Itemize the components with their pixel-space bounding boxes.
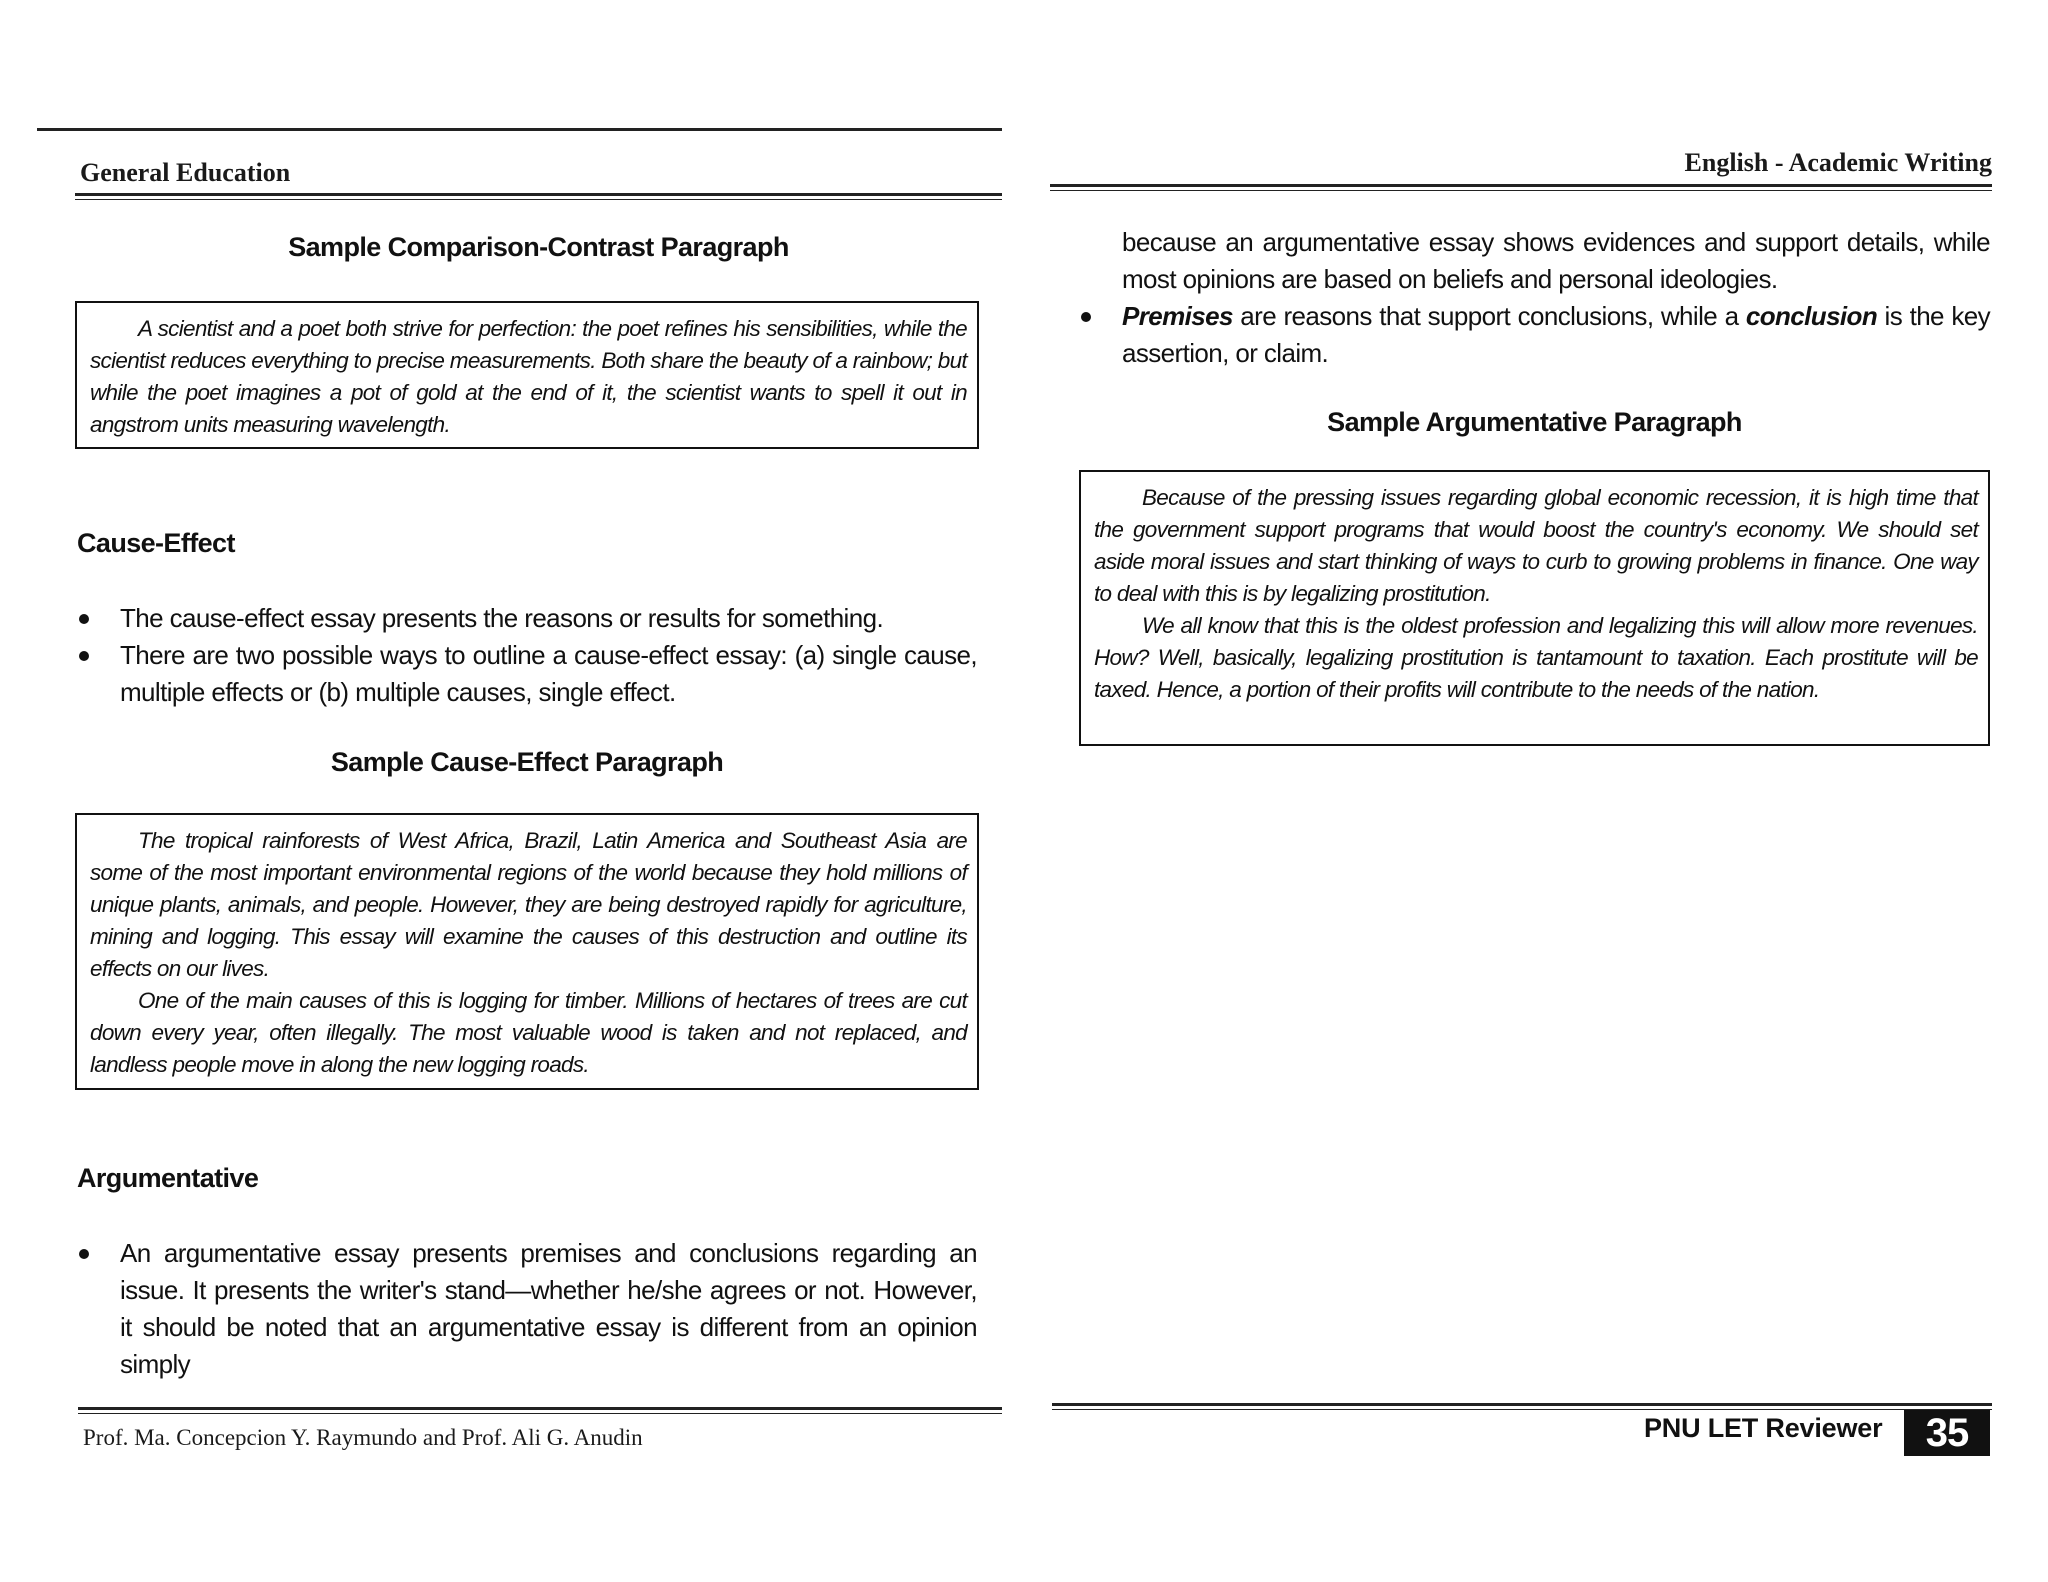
header-rule-bottom-thin bbox=[75, 199, 1002, 200]
argumentative-continuation: because an argumentative essay shows evidences and support details, while most opinions are based on beliefs and personal ideologies. bbox=[1122, 227, 1990, 294]
header-rule-thin bbox=[1050, 190, 1992, 191]
cause-effect-bullet-list bbox=[77, 600, 977, 711]
cause-effect-sample-title: Sample Cause-Effect Paragraph bbox=[330, 747, 724, 777]
comparison-sample-title: Sample Comparison-Contrast Paragraph bbox=[288, 232, 789, 262]
cause-effect-sample-box bbox=[75, 813, 979, 1090]
running-head-left: General Education bbox=[80, 158, 291, 187]
term-conclusion: conclusion bbox=[1745, 301, 1878, 331]
term-premises: Premises bbox=[1122, 301, 1233, 331]
cause-effect-title: Cause-Effect bbox=[77, 528, 235, 558]
header-rule-bottom bbox=[75, 193, 1002, 196]
running-head-right: English - Academic Writing bbox=[1684, 148, 1992, 177]
list-item bbox=[77, 637, 977, 711]
comparison-sample-paragraph: A scientist and a poet both strive for perfection: the poet refines his sensibilities, while the scientist reduces everything to precise measurements. Both share the beauty of a rainbow; but while the poet imagines a pot of gold at the end of it, the scientist wants to spell it out in angstrom units measuring wavelength. bbox=[90, 316, 967, 437]
footer-rule bbox=[78, 1407, 1002, 1410]
bullet-dot-icon bbox=[1081, 312, 1091, 322]
list-item bbox=[77, 600, 977, 637]
header-rule-top bbox=[37, 128, 1002, 131]
bullet-dot-icon bbox=[79, 614, 89, 624]
bullet-text: are reasons that support conclusions, while a bbox=[1232, 301, 1746, 331]
argumentative-sample-paragraph-1: Because of the pressing issues regarding global economic recession, it is high time that the government support programs that would boost the country's economy. We should set aside moral issues and start thinking of ways to curb to growing problems in finance. One way to deal with this is by legalizing prostitution. bbox=[1094, 485, 1978, 606]
argumentative-bullet-list bbox=[77, 1235, 977, 1383]
argumentative-sample-box bbox=[1079, 470, 1990, 746]
list-item bbox=[77, 1235, 977, 1383]
bullet-dot-icon bbox=[79, 1249, 89, 1259]
page-number: 35 bbox=[1904, 1410, 1990, 1456]
argumentative-title: Argumentative bbox=[77, 1163, 259, 1193]
bullet-text: There are two possible ways to outline a cause-effect essay: (a) single cause, multiple effects or (b) multiple causes, single effect. bbox=[120, 640, 977, 707]
comparison-sample-box bbox=[75, 301, 979, 449]
bullet-text: An argumentative essay presents premises and conclusions regarding an issue. It presents the writer's stand—whether he/she agrees or not. However, it should be noted that an argumentative essay is different from an opinion simply bbox=[120, 1238, 977, 1379]
bullet-text: is the key assertion, or claim. bbox=[1122, 301, 1991, 368]
bullet-text: The cause-effect essay presents the reasons or results for something. bbox=[120, 603, 884, 633]
argumentative-sample-paragraph-2: We all know that this is the oldest profession and legalizing this will allow more revenues. How? Well, basically, legalizing prostitution is tantamount to taxation. Each prostitute will be taxed. Hence, a portion of their profits will contribute to the needs of the nation. bbox=[1094, 613, 1978, 702]
cause-effect-sample-paragraph-2: One of the main causes of this is logging for timber. Millions of hectares of trees are cut down every year, often illegally. The most valuable wood is taken and not replaced, and landless people move in along the new logging roads. bbox=[90, 988, 967, 1077]
footer-rule bbox=[1052, 1403, 1992, 1406]
header-rule-top bbox=[1050, 184, 1992, 187]
footer-rule-thin bbox=[1052, 1409, 1992, 1410]
list-item bbox=[1079, 298, 1990, 372]
footer-rule-thin bbox=[78, 1413, 1002, 1414]
bullet-dot-icon bbox=[79, 651, 89, 661]
footer-author: Prof. Ma. Concepcion Y. Raymundo and Prof. Ali G. Anudin bbox=[83, 1425, 643, 1450]
argumentative-sample-title: Sample Argumentative Paragraph bbox=[1327, 407, 1742, 437]
premises-bullet-list bbox=[1079, 298, 1990, 372]
right-page bbox=[1024, 0, 2048, 1582]
cause-effect-sample-paragraph-1: The tropical rainforests of West Africa, Brazil, Latin America and Southeast Asia are some of the most important environmental regions of the world because they hold millions of unique plants, animals, and people. However, they are being destroyed rapidly for agriculture, mining and logging. This essay will examine the causes of this destruction and outline its effects on our lives. bbox=[90, 828, 967, 981]
footer-brand: PNU LET Reviewer bbox=[1644, 1413, 1883, 1443]
